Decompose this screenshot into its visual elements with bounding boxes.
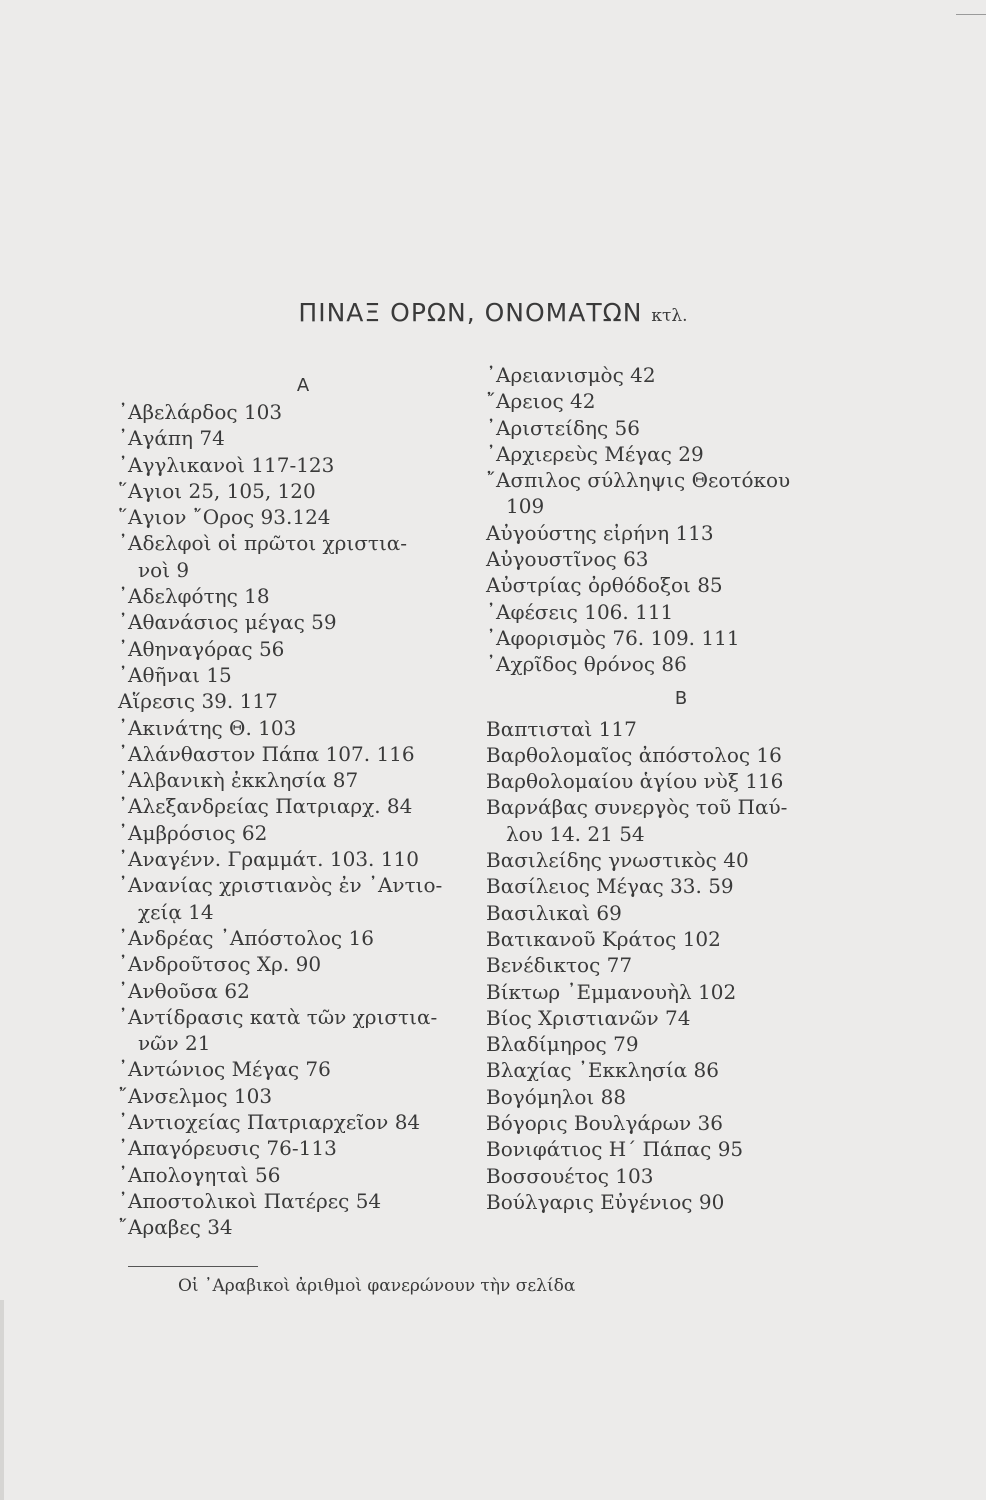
- index-entry: ᾿Ακινάτης Θ. 103: [118, 715, 297, 740]
- index-entry: Βίκτωρ ᾿Εμμανουὴλ 102: [486, 979, 737, 1004]
- index-entry: ᾿Αγγλικανοὶ 117-123: [118, 452, 335, 477]
- index-entry: ᾿Αθηναγόρας 56: [118, 636, 285, 661]
- index-entry: ᾿Απαγόρευσις 76-113: [118, 1136, 337, 1161]
- index-entries-alpha: [118, 399, 468, 1241]
- index-entry: ῞Αγιον ῎Ορος 93.124: [118, 505, 331, 530]
- index-entry: ῎Ασπιλος σύλληψις Θεοτόκου: [486, 468, 791, 493]
- index-entry: Βαρνάβας συνεργὸς τοῦ Παύ-: [486, 795, 788, 820]
- page-title-main: ΠΙΝΑΞ ΟΡΩΝ, ΟΝΟΜΑΤΩΝ: [298, 298, 643, 327]
- index-entry: Βαρθολομαίου ἁγίου νὺξ 116: [486, 769, 784, 794]
- index-entry: Βαρθολομαῖος ἀπόστολος 16: [486, 742, 782, 767]
- index-entry: ᾿Αρχιερεὺς Μέγας 29: [486, 441, 704, 466]
- index-entry: ᾿Ανθοῦσα 62: [118, 978, 250, 1003]
- page-edge-shadow: [0, 1300, 4, 1500]
- index-entry: ᾿Αντώνιος Μέγας 76: [118, 1057, 331, 1082]
- index-entry: ᾿Αφέσεις 106. 111: [486, 599, 674, 624]
- section-letter-beta: Β: [674, 687, 688, 709]
- index-entry: ῎Ανσελμος 103: [118, 1083, 273, 1108]
- index-entry: Βασιλείδης γνωστικὸς 40: [486, 848, 749, 873]
- index-entry-continuation: χείᾳ 14: [138, 899, 214, 924]
- index-entry: ᾿Αμβρόσιος 62: [118, 820, 268, 845]
- index-entry: Αὐστρίας ὀρθόδοξοι 85: [486, 573, 723, 598]
- index-entry: Βούλγαρις Εὐγένιος 90: [486, 1189, 725, 1214]
- index-entry: ᾿Ανδροῦτσος Χρ. 90: [118, 952, 322, 977]
- index-entry: Αἵρεσις 39. 117: [118, 689, 278, 714]
- index-entry: ᾿Ανδρέας ᾿Απόστολος 16: [118, 925, 374, 950]
- index-entry: Βατικανοῦ Κράτος 102: [486, 926, 721, 951]
- index-entry-continuation: νοὶ 9: [138, 557, 190, 582]
- index-entry: Βοσσουέτος 103: [486, 1163, 654, 1188]
- index-entry: ᾿Αδελφότης 18: [118, 584, 270, 609]
- footnote: Οἱ ᾿Αραβικοὶ ἀριθμοὶ φανερώνουν τὴν σελίδα: [178, 1276, 576, 1296]
- index-entry: ᾿Αρειανισμὸς 42: [486, 363, 656, 387]
- index-entry-continuation: νῶν 21: [138, 1031, 211, 1056]
- page-edge-mark: [956, 0, 986, 15]
- section-letter-alpha: Α: [296, 375, 310, 396]
- index-entry: ᾿Αχρῖδος θρόνος 86: [486, 652, 687, 677]
- index-entries-alpha-continued: [486, 362, 846, 678]
- index-column-left: [118, 373, 468, 1241]
- index-entry: ῎Αραβες 34: [118, 1215, 233, 1240]
- index-entry: Βλαχίας ᾿Εκκλησία 86: [486, 1058, 719, 1083]
- index-entry: ᾿Αφορισμὸς 76. 109. 111: [486, 625, 740, 650]
- index-column-right: [486, 362, 846, 1215]
- index-entry: ᾿Αλάνθαστον Πάπα 107. 116: [118, 741, 415, 766]
- index-entries-beta: [486, 716, 846, 1216]
- index-entry-continuation: λου 14. 21 54: [506, 821, 645, 846]
- index-entry: Βενέδικτος 77: [486, 953, 633, 978]
- page-title-suffix: κτλ.: [651, 306, 688, 326]
- index-entry: ᾿Αριστείδης 56: [486, 415, 640, 440]
- page-title: [0, 298, 986, 327]
- index-entry: Βόγορις Βουλγάρων 36: [486, 1111, 723, 1136]
- index-entry: ᾿Αθανάσιος μέγας 59: [118, 610, 337, 635]
- index-entry: Βασιλικαὶ 69: [486, 900, 622, 925]
- index-entry: ᾿Αποστολικοὶ Πατέρες 54: [118, 1188, 382, 1213]
- index-entry: Αὐγουστῖνος 63: [486, 547, 649, 572]
- index-entry: ᾿Αθῆναι 15: [118, 662, 232, 687]
- index-entry: ᾿Ανανίας χριστιανὸς ἐν ᾿Αντιο-: [118, 873, 443, 898]
- index-entry: Βασίλειος Μέγας 33. 59: [486, 874, 734, 899]
- index-entry: ᾿Αλβανικὴ ἐκκλησία 87: [118, 768, 359, 793]
- index-entry: Βίος Χριστιανῶν 74: [486, 1005, 691, 1030]
- index-entry: ᾿Αλεξανδρείας Πατριαρχ. 84: [118, 794, 413, 819]
- index-entry: ᾿Αντίδρασις κατὰ τῶν χριστια-: [118, 1004, 438, 1029]
- index-entry: ᾿Αγάπη 74: [118, 426, 225, 451]
- index-entry: ᾿Αβελάρδος 103: [118, 400, 283, 424]
- index-entry: ῞Αγιοι 25, 105, 120: [118, 478, 316, 503]
- index-entry: ᾿Αδελφοὶ οἱ πρῶτοι χριστια-: [118, 531, 408, 556]
- index-entry: Αὐγούστης εἰρήνη 113: [486, 520, 714, 545]
- index-entry: ῎Αρειος 42: [486, 389, 596, 414]
- footnote-divider: [128, 1266, 258, 1267]
- index-entry: Βογόμηλοι 88: [486, 1084, 627, 1109]
- index-entry: Βλαδίμηρος 79: [486, 1032, 639, 1057]
- index-entry: Βονιφάτιος Η΄ Πάπας 95: [486, 1137, 744, 1162]
- index-entry: ᾿Αναγένν. Γραμμάτ. 103. 110: [118, 847, 419, 872]
- index-entry: ᾿Απολογηταὶ 56: [118, 1162, 281, 1187]
- index-entry: Βαπτισταὶ 117: [486, 716, 637, 741]
- index-entry: ᾿Αντιοχείας Πατριαρχεῖον 84: [118, 1110, 421, 1135]
- index-entry-continuation: 109: [506, 494, 545, 519]
